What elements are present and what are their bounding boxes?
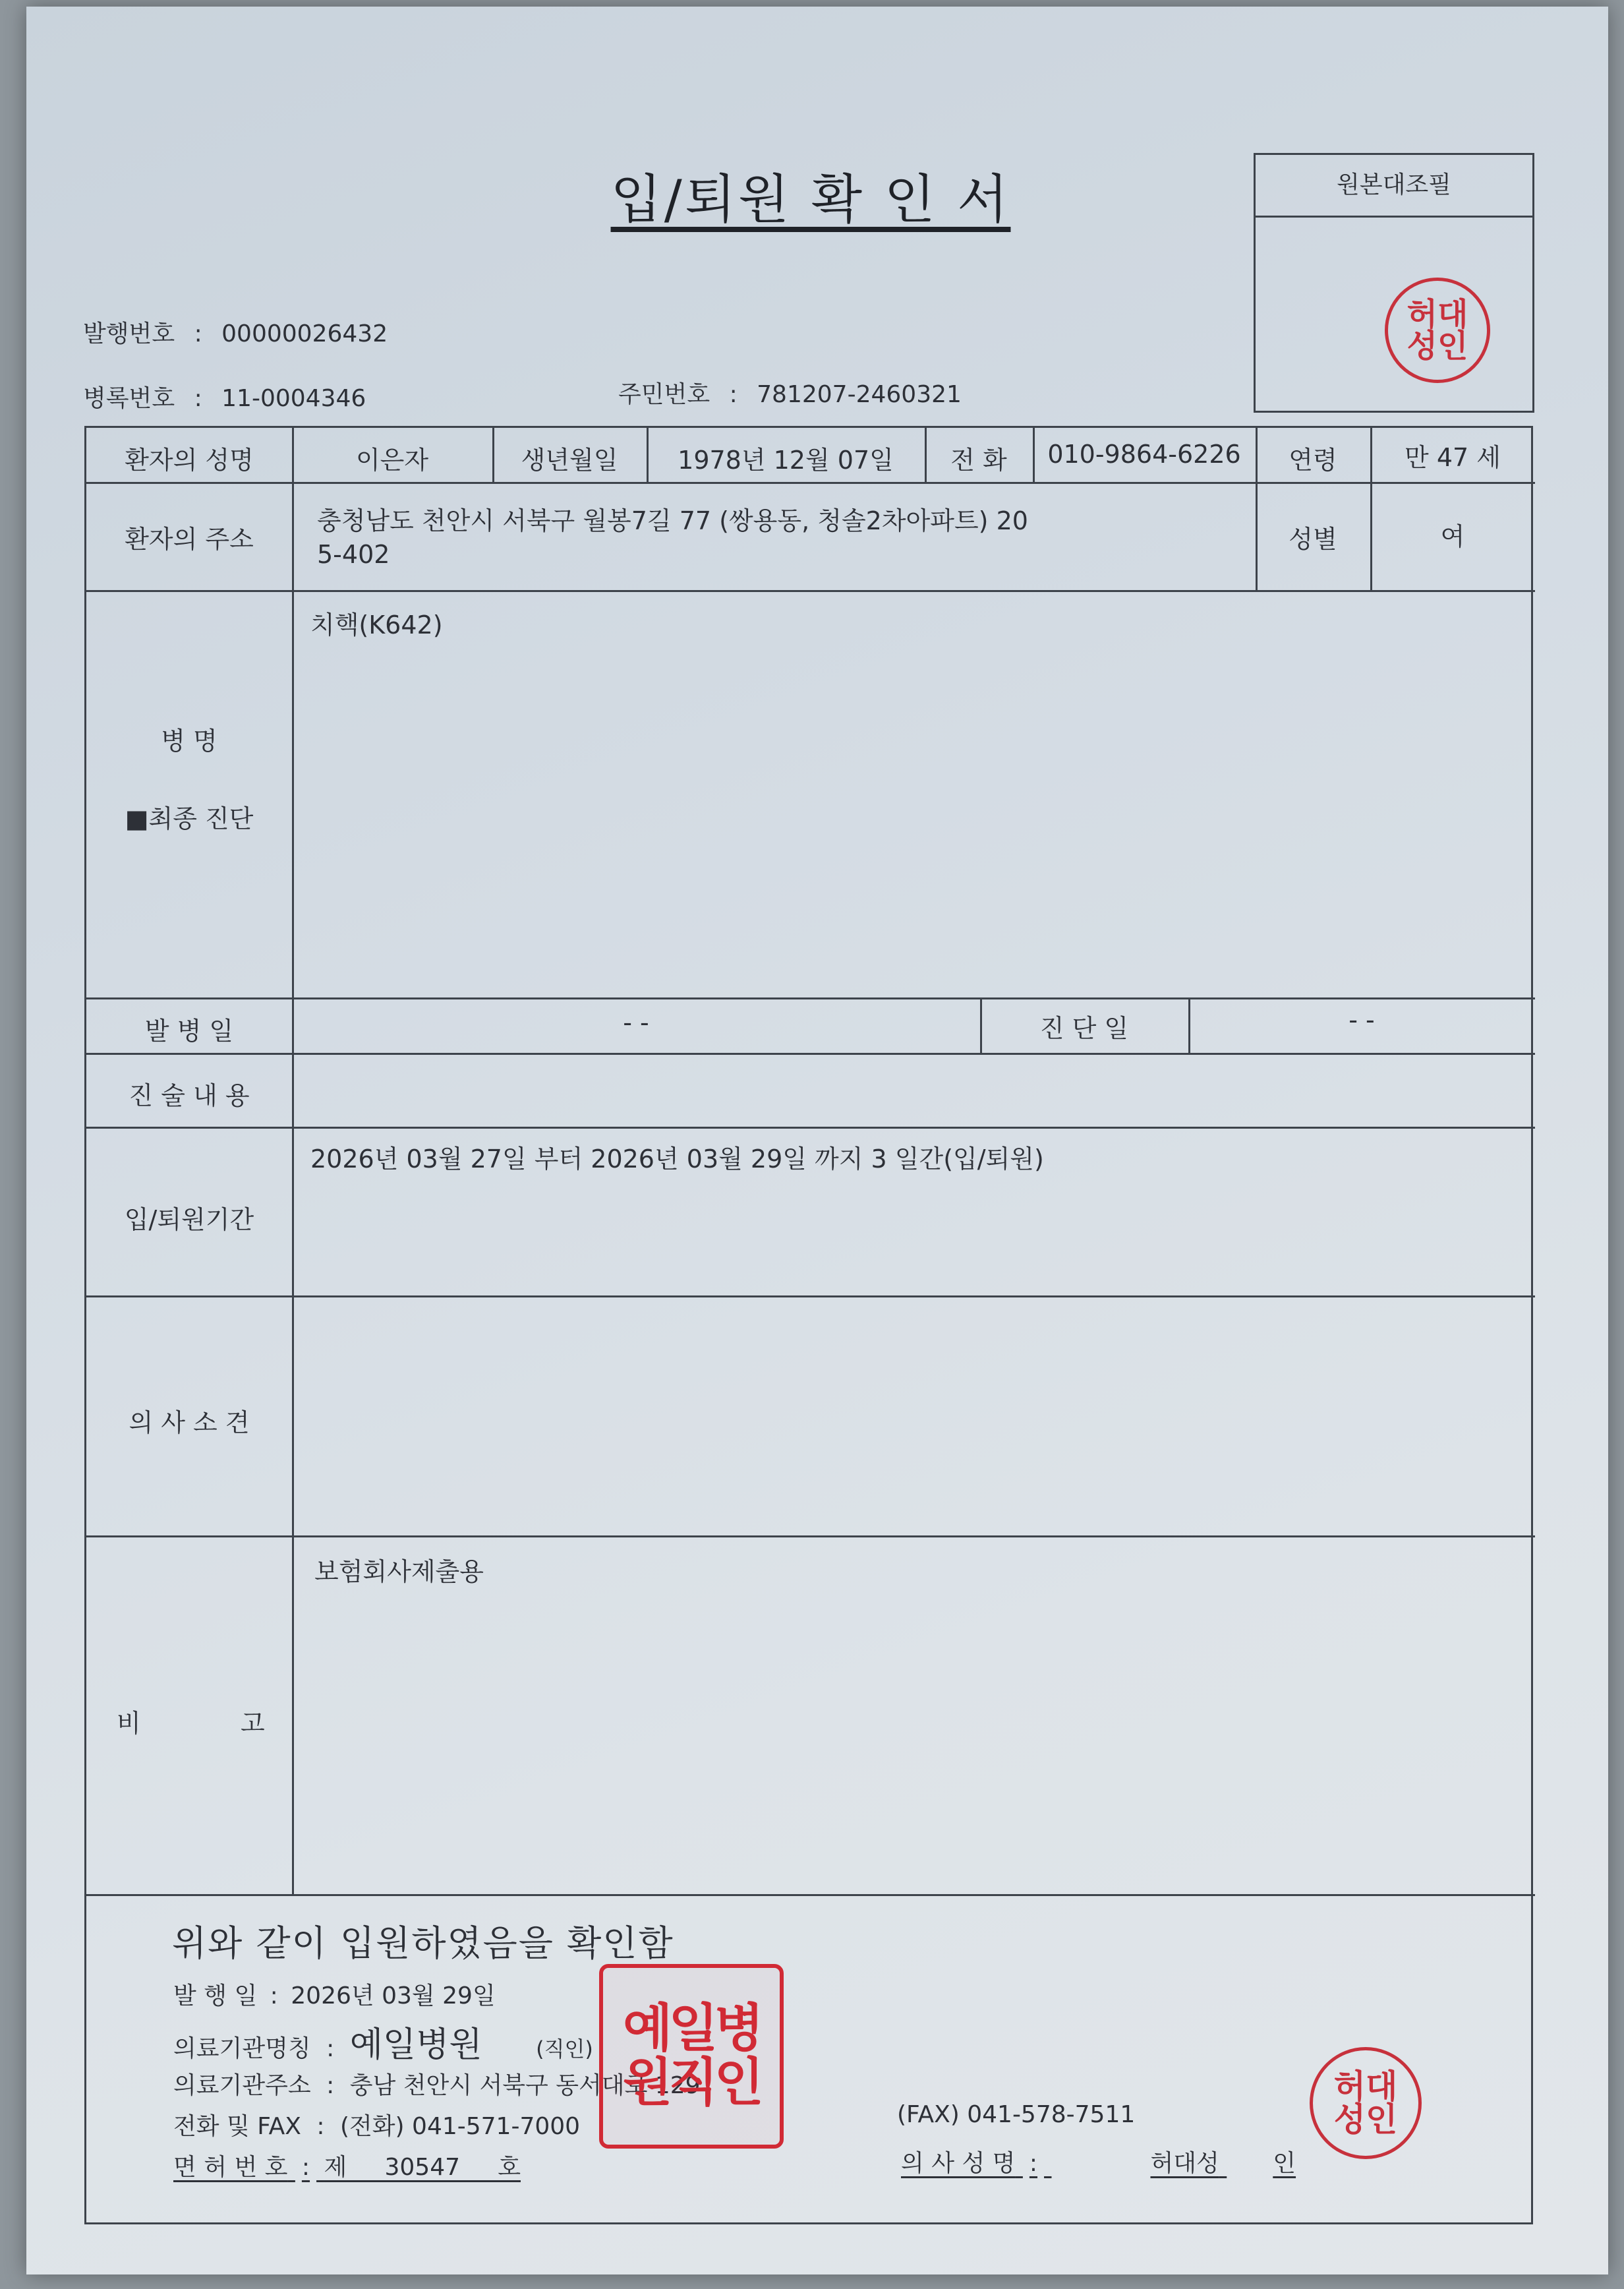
phone-fax-row xyxy=(173,2108,580,2141)
colon: : xyxy=(316,2113,325,2140)
issue-number: 00000026432 xyxy=(221,320,388,347)
row-divider xyxy=(86,997,1535,999)
institution-fax: (FAX) 041-578-7511 xyxy=(897,2101,1136,2128)
final-diagnosis-label: ■최종 진단 xyxy=(125,804,254,833)
sex-label: 성별 xyxy=(1289,525,1337,554)
patient-name: 이은자 xyxy=(355,446,429,475)
colon: : xyxy=(1029,2150,1038,2177)
address-line2: 5-402 xyxy=(317,540,390,569)
resident-number-row xyxy=(618,376,962,409)
issue-number-row xyxy=(83,315,388,349)
age-label: 연령 xyxy=(1289,446,1337,475)
doctor-seal xyxy=(1310,2047,1422,2159)
doctor-seal-top xyxy=(1385,278,1490,383)
colon: : xyxy=(326,2035,335,2062)
row-divider xyxy=(86,1295,1535,1297)
remarks-label-left: 비 xyxy=(117,1709,141,1738)
record-number: 11-0004346 xyxy=(221,385,366,412)
colon: : xyxy=(301,2154,310,2181)
row-divider xyxy=(86,1894,1535,1896)
institution-name: 예일병원 xyxy=(349,2025,482,2065)
license-label: 면 허 번 호 xyxy=(173,2154,288,2181)
row-divider xyxy=(86,1535,1535,1537)
doctor-name: 허대성 xyxy=(1150,2150,1219,2177)
admission-period-value: 2026년 03월 27일 부터 2026년 03월 29일 까지 3 일간(입/퇴원) xyxy=(310,1144,1044,1174)
doctor-seal-text: 허대성인 xyxy=(1333,2067,1398,2139)
row-divider xyxy=(86,482,1535,484)
colon: : xyxy=(326,2072,335,2099)
sex-value: 여 xyxy=(1440,522,1465,551)
original-verified-box xyxy=(1254,153,1534,413)
seal-text: 허대성인 xyxy=(1406,296,1468,365)
institution-phone: (전화) 041-571-7000 xyxy=(339,2113,581,2140)
license-row xyxy=(173,2149,521,2182)
doctor-opinion-label: 의 사 소 견 xyxy=(129,1408,250,1437)
row-divider xyxy=(86,590,1535,592)
patient-name-label: 환자의 성명 xyxy=(125,446,254,475)
colon: : xyxy=(194,320,202,347)
label-column-divider xyxy=(292,428,294,1894)
license-number: 제 30547 호 xyxy=(324,2154,521,2181)
diagnosis-label: 병 명 xyxy=(161,727,218,756)
doctor-name-label: 의 사 성 명 xyxy=(901,2150,1016,2177)
admission-period-label: 입/퇴원기간 xyxy=(124,1205,254,1234)
phone-number: 010-9864-6226 xyxy=(1047,440,1241,469)
original-verified-header: 원본대조필 xyxy=(1256,155,1532,218)
document-title: 입/퇴원 확 인 서 xyxy=(610,169,1011,230)
diagnosis-value: 치핵(K642) xyxy=(310,610,443,639)
issue-date-row xyxy=(173,1977,496,2011)
resident-number-label: 주민번호 xyxy=(618,381,710,408)
row-divider xyxy=(86,1053,1535,1055)
onset-date: - - xyxy=(623,1008,649,1037)
remarks-label-right: 고 xyxy=(241,1709,265,1738)
doctor-seal-suffix: 인 xyxy=(1273,2150,1296,2177)
onset-label: 발 병 일 xyxy=(144,1017,234,1046)
birth-date: 1978년 12월 07일 xyxy=(678,446,894,475)
form-grid xyxy=(84,426,1533,2224)
phone-fax-label: 전화 및 FAX xyxy=(173,2113,301,2140)
diagnosis-date: - - xyxy=(1348,1005,1375,1034)
remarks-value: 보험회사제출용 xyxy=(314,1557,484,1586)
row-divider xyxy=(86,1127,1535,1129)
record-number-label: 병록번호 xyxy=(83,385,175,412)
issue-number-label: 발행번호 xyxy=(83,320,175,347)
doctor-name-row xyxy=(901,2145,1391,2178)
address-line1: 충청남도 천안시 서북구 월봉7길 77 (쌍용동, 청솔2차아파트) 20 xyxy=(317,506,1028,535)
diagnosis-date-label: 진 단 일 xyxy=(1039,1014,1129,1043)
colon: : xyxy=(729,381,738,408)
statement-label: 진 술 내 용 xyxy=(129,1081,250,1110)
institution-row xyxy=(173,2017,593,2066)
hospital-official-seal xyxy=(599,1964,784,2149)
issue-date-label: 발 행 일 xyxy=(173,1982,258,2009)
birth-date-label: 생년월일 xyxy=(521,446,618,475)
colon: : xyxy=(194,385,202,412)
institution-label: 의료기관명칭 xyxy=(173,2035,311,2062)
age-value: 만 47 세 xyxy=(1405,443,1501,472)
institution-address-label: 의료기관주소 xyxy=(173,2072,311,2099)
document-page xyxy=(26,7,1608,2274)
resident-number: 781207-2460321 xyxy=(757,381,962,408)
institution-address: 충남 천안시 서북구 동서대로 129 xyxy=(349,2072,701,2099)
phone-label: 전 화 xyxy=(950,446,1007,475)
hospital-seal-text: 예일병원직인 xyxy=(622,1999,761,2112)
official-seal-note: (직인) xyxy=(536,2036,593,2062)
confirmation-statement: 위와 같이 입원하였음을 확인함 xyxy=(172,1922,674,1964)
colon: : xyxy=(270,1982,278,2009)
record-number-row xyxy=(83,380,366,413)
address-label: 환자의 주소 xyxy=(125,525,254,554)
issue-date: 2026년 03월 29일 xyxy=(291,1982,496,2009)
